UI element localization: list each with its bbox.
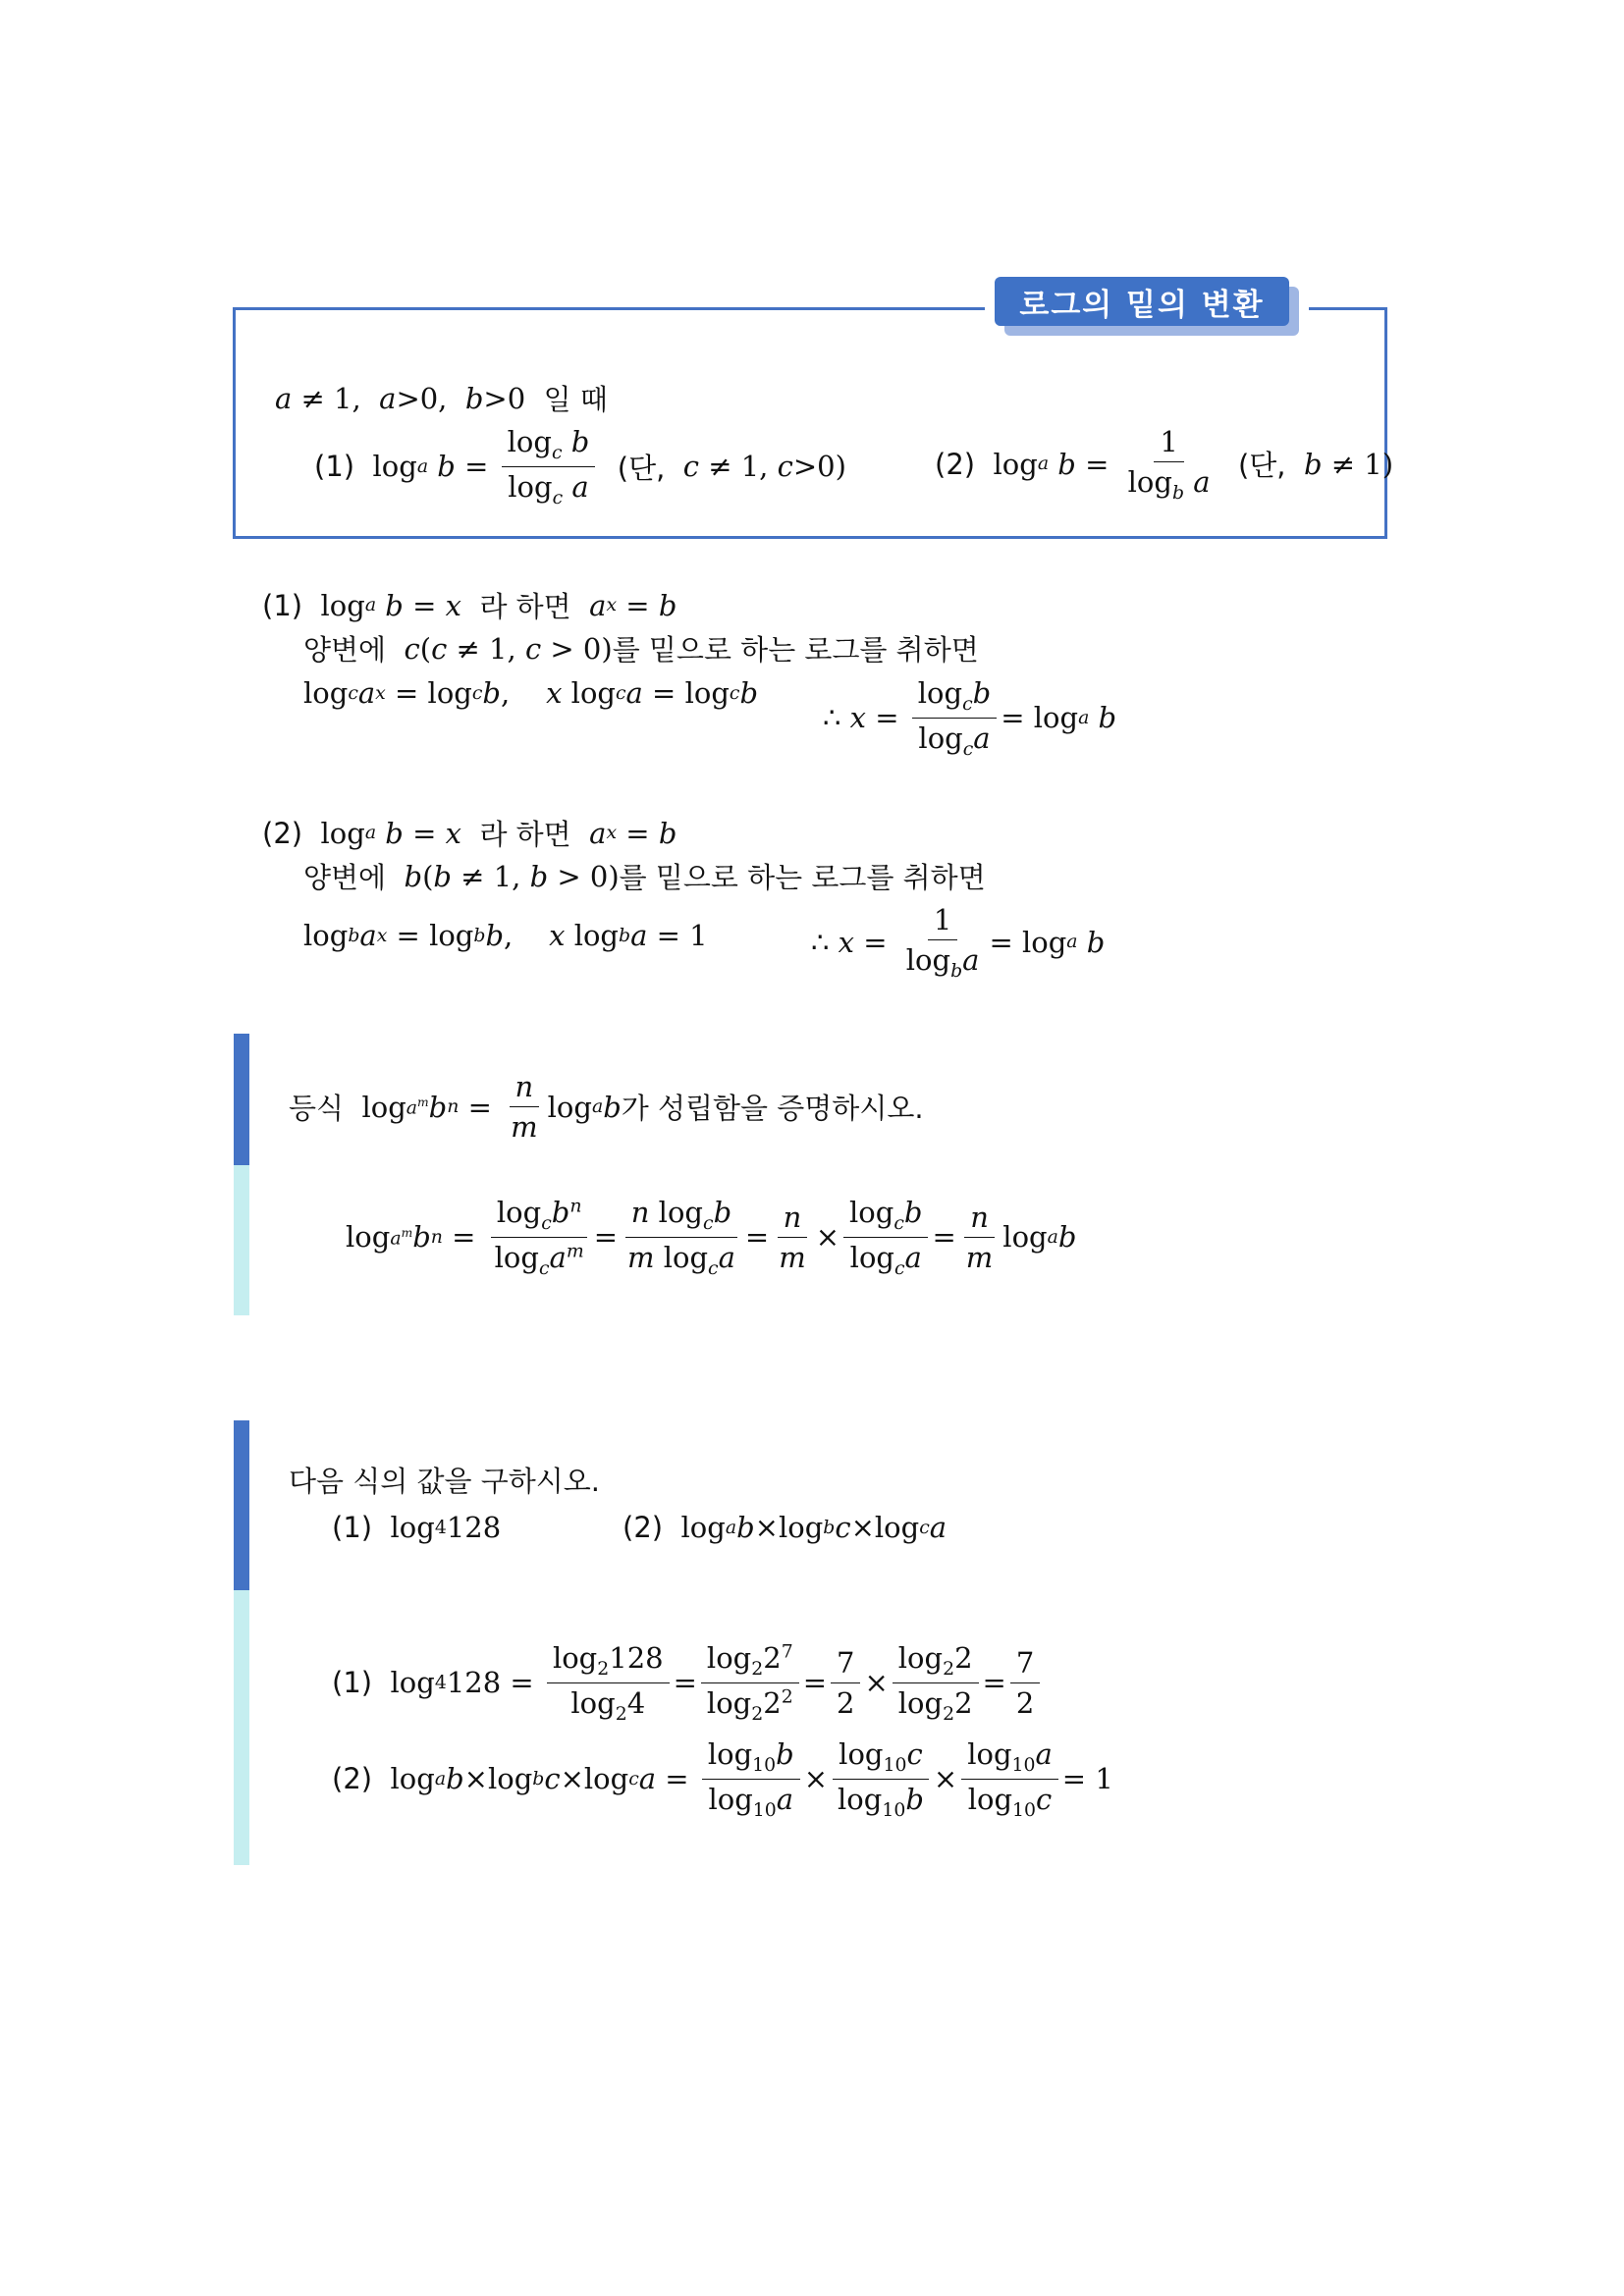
example2-answer-1: (1) log 4 128 = $\frac{\log_2128}{\log_24}$ = $\frac{\log_22^7}{\log_22^2}$ = $\frac{7}{2}$ × $\frac{\log_22}{\log_22}$ = $\frac{7}{2}$: [332, 1641, 1044, 1725]
proof1-line3: log c a x = log c b , x log c a = log c b: [303, 676, 759, 710]
proof2-line2: 양변에 b ( b ≠ 1, b > 0) 를 밑으로 하는 로그를 취하면: [303, 859, 986, 894]
example2-bar-dark: [234, 1420, 249, 1590]
example1-bar-dark: [234, 1034, 249, 1165]
example1-prompt: 등식 log $a^m$ b n = $\frac{n}{m}$ log a b 가 성립함을 증명하시오.: [289, 1070, 924, 1144]
example2-question-1: (1) log 4 128: [332, 1511, 502, 1544]
theorem-condition: a ≠ 1, a >0, b >0 일 때: [275, 381, 608, 416]
example1-solution: log $a^m$ b n = $\frac{\log_cb^n}{\log_ca^m}$ = $\frac{n \log_cb}{m \log_ca}$ = $\frac{n}{m}$ × $\frac{\log_cb}{\log_ca}$ = $\frac{n}{m}$ log a b: [346, 1196, 1077, 1279]
example2-answer-2: (2) log a b ×log b c ×log c a = $\frac{\log_{10}b}{\log_{10}a}$ × $\frac{\log_{10}c}{\log_{10}b}$ × $\frac{\log_{10}a}{\log_{10}c}$ = 1: [332, 1737, 1113, 1821]
section-title: 로그의 밑의 변환: [995, 277, 1289, 326]
proof2-line1: (2) log a b = x 라 하면 a x = b: [262, 816, 677, 851]
example2-question-2: (2) log a b ×log b c ×log c a: [623, 1511, 947, 1544]
proof1-result: ∴ x = $\frac{\log_cb}{\log_ca}$ = log a b: [823, 676, 1117, 760]
example1-bar-light: [234, 1165, 249, 1315]
proof1-line1: (1) log a b = x 라 하면 a x = b: [262, 588, 677, 623]
theorem-formula-1: (1) log a b = $\frac{\log_c b}{\log_c a}$ (단, c ≠ 1, c >0): [314, 425, 846, 508]
example2-bar-light: [234, 1590, 249, 1865]
proof2-line3: log b a x = log b b , x log b a = 1: [303, 919, 708, 952]
proof1-line2: 양변에 c ( c ≠ 1, c > 0) 를 밑으로 하는 로그를 취하면: [303, 631, 979, 667]
proof2-result: ∴ x = $\frac{1}{\log_ba}$ = log a b: [811, 903, 1106, 982]
example2-prompt: 다음 식의 값을 구하시오.: [289, 1465, 601, 1498]
theorem-formula-2: (2) log a b = $\frac{1}{\log_b a}$ (단, b ≠ 1): [935, 425, 1394, 504]
